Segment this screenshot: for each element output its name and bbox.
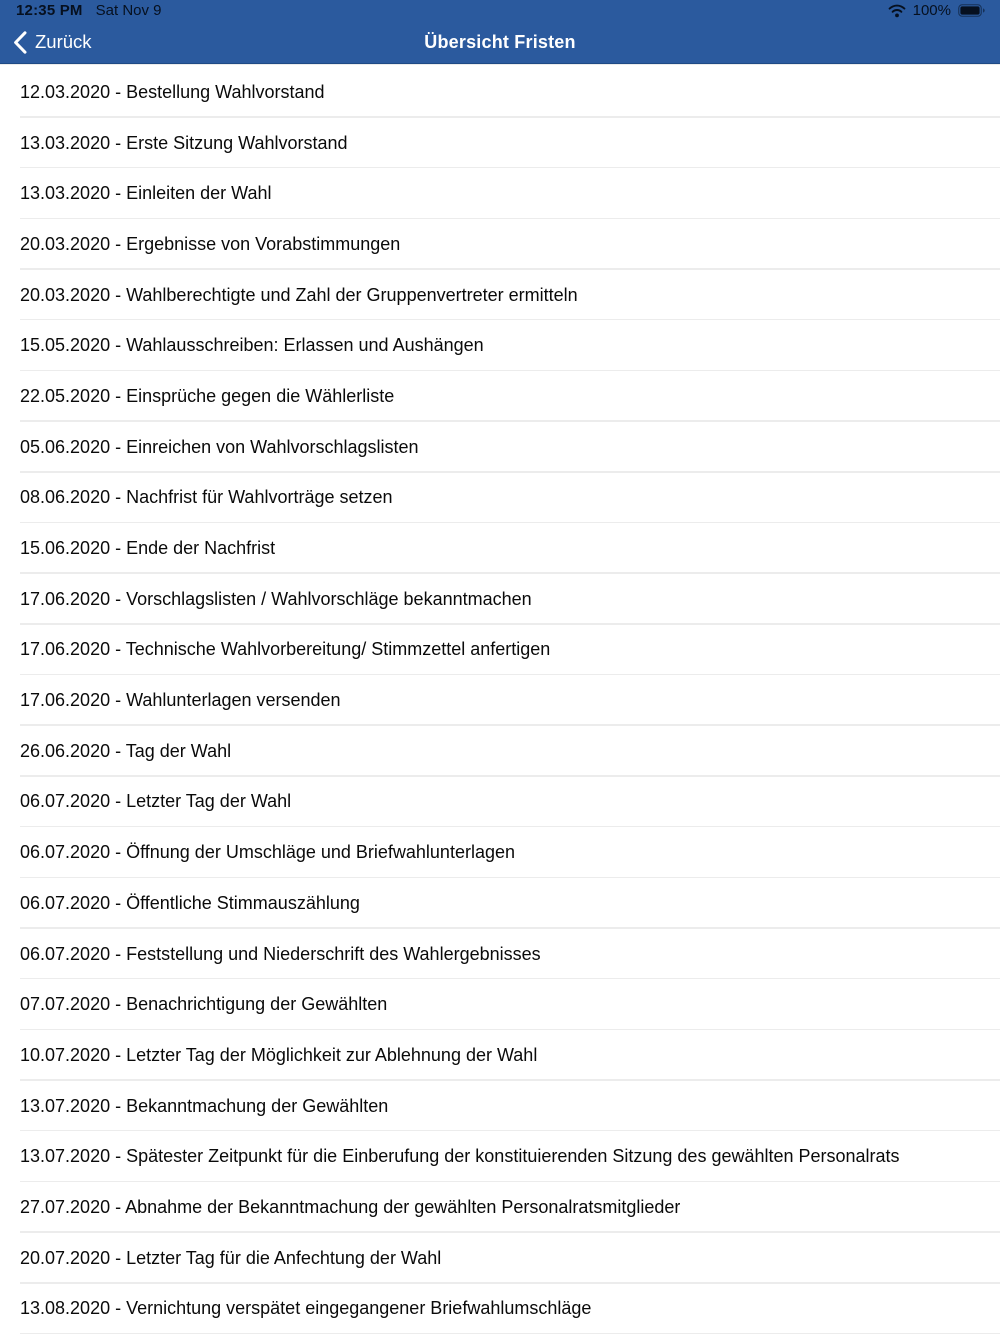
deadline-text: 06.07.2020 - Letzter Tag der Wahl [20, 791, 292, 812]
list-item[interactable] [0, 473, 1000, 524]
list-item[interactable] [0, 878, 1000, 929]
list-item[interactable] [0, 1131, 1000, 1182]
status-time: 12:35 PM [16, 2, 83, 19]
list-item[interactable] [0, 574, 1000, 625]
deadline-text: 05.06.2020 - Einreichen von Wahlvorschlagslisten [20, 436, 419, 457]
list-item[interactable] [0, 219, 1000, 270]
list-item[interactable] [0, 726, 1000, 777]
chevron-left-icon [13, 31, 27, 54]
back-button-label: Zurück [35, 31, 92, 52]
list-item[interactable] [0, 523, 1000, 574]
list-item[interactable] [0, 422, 1000, 473]
deadline-text: 06.07.2020 - Öffnung der Umschläge und Briefwahlunterlagen [20, 842, 515, 863]
list-item[interactable] [0, 1030, 1000, 1081]
list-item[interactable] [0, 270, 1000, 321]
navigation-bar [0, 21, 1000, 63]
deadline-text: 17.06.2020 - Wahlunterlagen versenden [20, 690, 341, 711]
status-date: Sat Nov 9 [95, 2, 162, 19]
list-item[interactable] [0, 371, 1000, 422]
list-item[interactable] [0, 67, 1000, 118]
list-item[interactable] [0, 1284, 1000, 1334]
list-item[interactable] [0, 625, 1000, 676]
deadline-text: 13.07.2020 - Spätester Zeitpunkt für die Einberufung der konstituierenden Sitzung des gewählten Personalrats [20, 1146, 900, 1167]
battery-full-icon [958, 4, 985, 17]
deadline-text: 22.05.2020 - Einsprüche gegen die Wählerliste [20, 385, 395, 406]
status-bar [0, 0, 1000, 21]
deadline-text: 15.05.2020 - Wahlausschreiben: Erlassen und Aushängen [20, 335, 484, 356]
list-item[interactable] [0, 777, 1000, 828]
deadline-text: 13.07.2020 - Bekanntmachung der Gewählten [20, 1095, 389, 1116]
deadline-text: 20.03.2020 - Wahlberechtigte und Zahl der Gruppenvertreter ermitteln [20, 284, 578, 305]
deadline-text: 27.07.2020 - Abnahme der Bekanntmachung der gewählten Personalratsmitglieder [20, 1196, 681, 1217]
status-bar-left [16, 2, 162, 19]
deadline-text: 12.03.2020 - Bestellung Wahlvorstand [20, 81, 325, 102]
deadline-text: 20.07.2020 - Letzter Tag für die Anfechtung der Wahl [20, 1247, 442, 1268]
list-item[interactable] [0, 827, 1000, 878]
deadline-list [0, 63, 1000, 1334]
list-item[interactable] [0, 320, 1000, 371]
list-item[interactable] [0, 118, 1000, 169]
battery-percent: 100% [912, 2, 951, 19]
deadline-text: 15.06.2020 - Ende der Nachfrist [20, 538, 276, 559]
deadline-text: 06.07.2020 - Feststellung und Niederschrift des Wahlergebnisses [20, 943, 541, 964]
deadline-text: 06.07.2020 - Öffentliche Stimmauszählung [20, 892, 360, 913]
deadline-text: 13.08.2020 - Vernichtung verspätet eingegangener Briefwahlumschläge [20, 1298, 592, 1319]
status-bar-right [888, 2, 985, 19]
wifi-icon [888, 4, 906, 18]
list-item[interactable] [0, 929, 1000, 980]
list-item[interactable] [0, 1081, 1000, 1132]
deadline-text: 07.07.2020 - Benachrichtigung der Gewählten [20, 994, 388, 1015]
deadline-text: 08.06.2020 - Nachfrist für Wahlvorträge setzen [20, 487, 393, 508]
deadline-text: 17.06.2020 - Vorschlagslisten / Wahlvorschläge bekanntmachen [20, 588, 532, 609]
deadline-text: 26.06.2020 - Tag der Wahl [20, 740, 232, 761]
list-item[interactable] [0, 1182, 1000, 1233]
list-item[interactable] [0, 675, 1000, 726]
deadline-text: 17.06.2020 - Technische Wahlvorbereitung/ Stimmzettel anfertigen [20, 639, 551, 660]
deadline-text: 20.03.2020 - Ergebnisse von Vorabstimmungen [20, 233, 401, 254]
list-item[interactable] [0, 1233, 1000, 1284]
deadline-text: 10.07.2020 - Letzter Tag der Möglichkeit zur Ablehnung der Wahl [20, 1044, 538, 1065]
list-item[interactable] [0, 979, 1000, 1030]
deadline-text: 13.03.2020 - Erste Sitzung Wahlvorstand [20, 132, 348, 153]
page-title: Übersicht Fristen [424, 31, 576, 52]
list-item[interactable] [0, 168, 1000, 219]
back-button[interactable] [13, 31, 92, 54]
deadline-text: 13.03.2020 - Einleiten der Wahl [20, 183, 272, 204]
